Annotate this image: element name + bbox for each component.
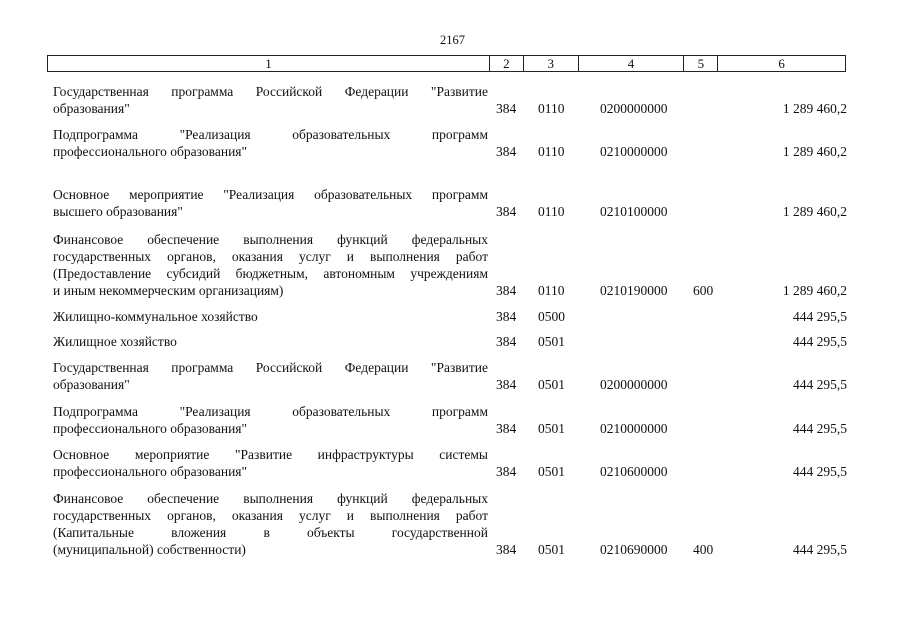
cell-col3: 0501 — [538, 334, 565, 349]
row-name-line: Жилищное хозяйство — [53, 334, 177, 349]
row-name — [53, 186, 488, 220]
cell-col3: 0501 — [538, 464, 565, 479]
row-name-line: (Предоставление субсидий бюджетным, автономным учреждениям — [53, 266, 488, 281]
cell-col6: 444 295,5 — [793, 464, 847, 479]
row-name — [53, 403, 488, 437]
cell-col2: 384 — [496, 144, 517, 159]
row-name-line: Жилищно-коммунальное хозяйство — [53, 309, 258, 324]
cell-col3: 0110 — [538, 144, 565, 159]
row-name-line: профессионального образования" — [53, 421, 248, 436]
cell-col2: 384 — [496, 101, 517, 116]
row-name-line: высшего образования" — [53, 204, 183, 219]
row-name-line: (Капитальные вложения в объекты государственной — [53, 525, 488, 540]
row-name — [53, 446, 488, 480]
page-number: 2167 — [440, 33, 465, 47]
cell-col3: 0110 — [538, 283, 565, 298]
column-header-6: 6 — [778, 56, 785, 71]
row-name-line: профессионального образования" — [53, 464, 248, 479]
column-header-5: 5 — [684, 56, 718, 71]
cell-col3: 0501 — [538, 421, 565, 436]
cell-col6: 444 295,5 — [793, 334, 847, 349]
cell-col6: 444 295,5 — [793, 421, 847, 436]
cell-col2: 384 — [496, 283, 517, 298]
cell-col4: 0210100000 — [600, 204, 668, 219]
cell-col5: 600 — [693, 283, 714, 298]
row-name-line: Государственная программа Российской Федерации "Развитие — [53, 84, 488, 99]
row-name-line: Основное мероприятие "Развитие инфраструктуры системы — [53, 447, 488, 462]
row-name-line: государственных органов, оказания услуг и выполнения работ — [53, 249, 488, 264]
cell-col3: 0501 — [538, 542, 565, 557]
row-name — [53, 231, 488, 299]
cell-col3: 0110 — [538, 101, 565, 116]
row-name-line: Финансовое обеспечение выполнения функций федеральных — [53, 491, 488, 506]
cell-col6: 444 295,5 — [793, 377, 847, 392]
row-name-line: образования" — [53, 377, 130, 392]
row-name-line: профессионального образования" — [53, 144, 248, 159]
row-name — [53, 126, 488, 160]
column-header-3: 3 — [524, 56, 579, 71]
cell-col4: 0200000000 — [600, 101, 668, 116]
row-name — [53, 333, 488, 350]
cell-col4: 0210600000 — [600, 464, 668, 479]
cell-col6: 1 289 460,2 — [782, 283, 847, 298]
cell-col4: 0210690000 — [600, 542, 668, 557]
row-name-line: образования" — [53, 101, 130, 116]
cell-col3: 0110 — [538, 204, 565, 219]
row-name — [53, 83, 488, 117]
cell-col4: 0210000000 — [600, 421, 668, 436]
cell-col3: 0501 — [538, 377, 565, 392]
cell-col4: 0210000000 — [600, 144, 668, 159]
cell-col2: 384 — [496, 542, 517, 557]
row-name-line: Основное мероприятие "Реализация образовательных программ — [53, 187, 488, 202]
row-name-line: и иным некоммерческим организациям) — [53, 283, 284, 298]
row-name — [53, 359, 488, 393]
column-header-1: 1 — [48, 56, 490, 71]
row-name-line: Государственная программа Российской Федерации "Развитие — [53, 360, 488, 375]
column-header-2: 2 — [490, 56, 524, 71]
row-name — [53, 490, 488, 558]
row-name-line: (муниципальной) собственности) — [53, 542, 246, 557]
cell-col3: 0500 — [538, 309, 565, 324]
cell-col2: 384 — [496, 204, 517, 219]
cell-col4: 0210190000 — [600, 283, 668, 298]
row-name-line: государственных органов, оказания услуг и выполнения работ — [53, 508, 488, 523]
column-header-4: 4 — [579, 56, 685, 71]
cell-col6: 1 289 460,2 — [782, 204, 847, 219]
cell-col6: 1 289 460,2 — [782, 101, 847, 116]
cell-col6: 444 295,5 — [793, 309, 847, 324]
cell-col2: 384 — [496, 334, 517, 349]
row-name-line: Подпрограмма "Реализация образовательных программ — [53, 127, 488, 142]
cell-col6: 1 289 460,2 — [782, 144, 847, 159]
table-header — [47, 55, 846, 72]
cell-col4: 0200000000 — [600, 377, 668, 392]
cell-col2: 384 — [496, 377, 517, 392]
cell-col5: 400 — [693, 542, 714, 557]
row-name — [53, 308, 488, 325]
cell-col2: 384 — [496, 421, 517, 436]
cell-col6: 444 295,5 — [793, 542, 847, 557]
row-name-line: Финансовое обеспечение выполнения функций федеральных — [53, 232, 488, 247]
cell-col2: 384 — [496, 464, 517, 479]
row-name-line: Подпрограмма "Реализация образовательных программ — [53, 404, 488, 419]
cell-col2: 384 — [496, 309, 517, 324]
